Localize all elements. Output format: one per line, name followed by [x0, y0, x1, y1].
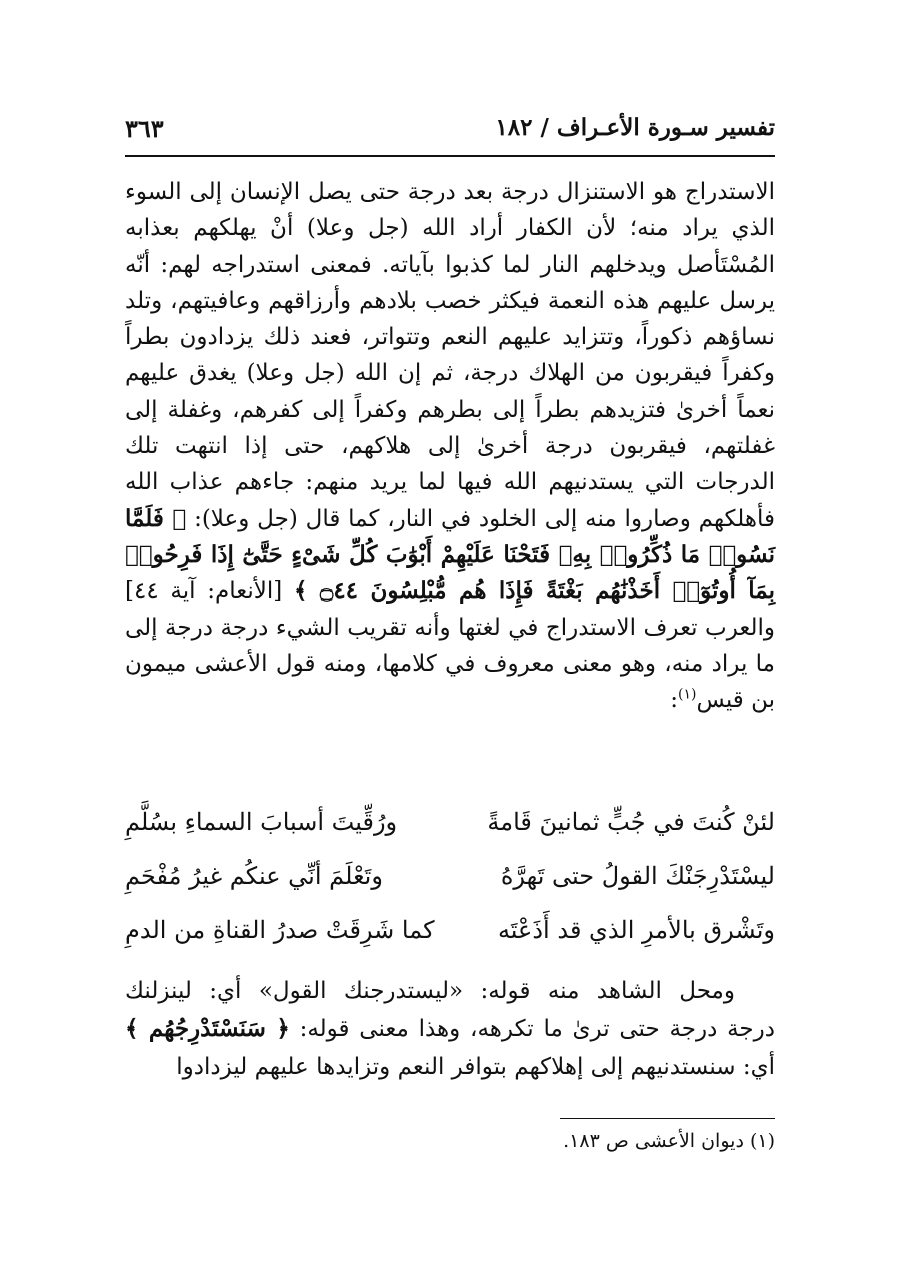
paragraph-start: الاستدراج هو الاستنزال درجة بعد درجة حتى يصل الإنسان إلى السوء الذي يراد منه؛ لأن الكفار أراد الله (جل وعلا) أنْ يهلكهم بعذابه المُسْتَأصل ويدخلهم النار لما كذبوا بآياته. فمعنى استدراجه لهم: أنّه يرسل عليهم هذه النعمة فيكثر خصب بلادهم وأرزاقهم وعافيتهم، وتلد نساؤهم ذكوراً، وتتزايد عليهم النعم وتتواتر، فعند ذلك يزدادون بطراً وكفراً فيقربون من الهلاك درجة، ثم إن الله (جل وعلا) يغدق عليهم نعماً أخرىٰ فتزيدهم بطراً إلى بطرهم وكفراً إلى كفرهم، وغفلة إلى غفلتهم، فيقربون درجة أخرىٰ إلى هلاكهم، حتى إذا انتهت تلك الدرجات التي يستدنيهم الله فيها لما يريد منهم: جاءهم عذاب الله فأهلكهم وصاروا منه إلى الخلود في النار، كما قال (جل وعلا):	[125, 179, 775, 532]
closing-line-text: ومحل الشاهد منه قوله: «ليستدرجنك القول» أي: لينزلنك	[125, 978, 735, 1004]
closing-text	[125, 972, 775, 1086]
verse-line	[125, 916, 775, 970]
header-divider	[125, 155, 775, 157]
main-text	[125, 174, 775, 718]
closing-line-text: أي: سنستدنيهم إلى إهلاكهم بتوافر النعم وتزايدها عليهم ليزدادوا	[176, 1054, 775, 1080]
page-header	[125, 108, 775, 152]
verse-first-half: وتَشْرق بالأمرِ الذي قد أَذَعْتَه	[497, 916, 775, 944]
closing-line	[125, 1010, 775, 1048]
paragraph-continuation: والعرب تعرف الاستدراج في لغتها وأنه تقريب الشيء درجة درجة إلى ما يراد منه، وهو معنى معروف في كلامها، ومنه قول الأعشى ميمون بن قيس	[125, 614, 775, 714]
verse-second-half: وتَعْلَمَ أنِّي عنكُم غيرُ مُفْحَمِ	[125, 862, 383, 890]
verse-line	[125, 808, 775, 862]
paragraph-end: :	[670, 687, 679, 714]
closing-line	[125, 1048, 775, 1086]
verse-first-half: ليسْتَدْرِجَنْكَ القولُ حتى تَهرَّهُ	[500, 862, 775, 890]
verse-line	[125, 862, 775, 916]
footnote: (١) ديوان الأعشى ص ١٨٣.	[563, 1130, 775, 1152]
verse-second-half: ورُقِّيتَ أسبابَ السماءِ بسُلَّمِ	[125, 808, 398, 836]
footnote-marker: (١)	[678, 686, 697, 703]
closing-line-text: درجة درجة حتى ترىٰ ما تكرهه، وهذا معنى قوله:	[299, 1016, 775, 1042]
main-paragraph	[125, 174, 775, 718]
poetry-block	[125, 808, 775, 970]
verse-first-half: لئنْ كُنتَ في جُبٍّ ثمانينَ قَامةً	[487, 808, 775, 836]
footnote-divider	[560, 1118, 775, 1119]
quran-verse: ﴿ فَلَمَّا نَسُوا۟ مَا ذُكِّرُوا۟ بِهِۦ فَتَحْنَا عَلَيْهِمْ أَبْوَٰبَ كُلِّ شَىْءٍ حَتَّىٰٓ إِذَا فَرِحُوا۟ بِمَآ أُوتُوٓا۟ أَخَذْنَٰهُم بَغْتَةً فَإِذَا هُم مُّبْلِسُونَ ۝٤٤ ﴾	[125, 504, 775, 605]
quran-reference: [الأنعام: آية ٤٤]	[125, 578, 283, 605]
quran-phrase: ﴿ سَنَسْتَدْرِجُهُم ﴾	[125, 1015, 290, 1042]
running-title: تفسير سـورة الأعـراف / ١٨٢	[495, 114, 775, 141]
verse-second-half: كما شَرِقَتْ صدرُ القناةِ من الدمِ	[125, 916, 435, 944]
page-number: ٣٦٣	[125, 114, 164, 143]
closing-line	[125, 972, 775, 1010]
